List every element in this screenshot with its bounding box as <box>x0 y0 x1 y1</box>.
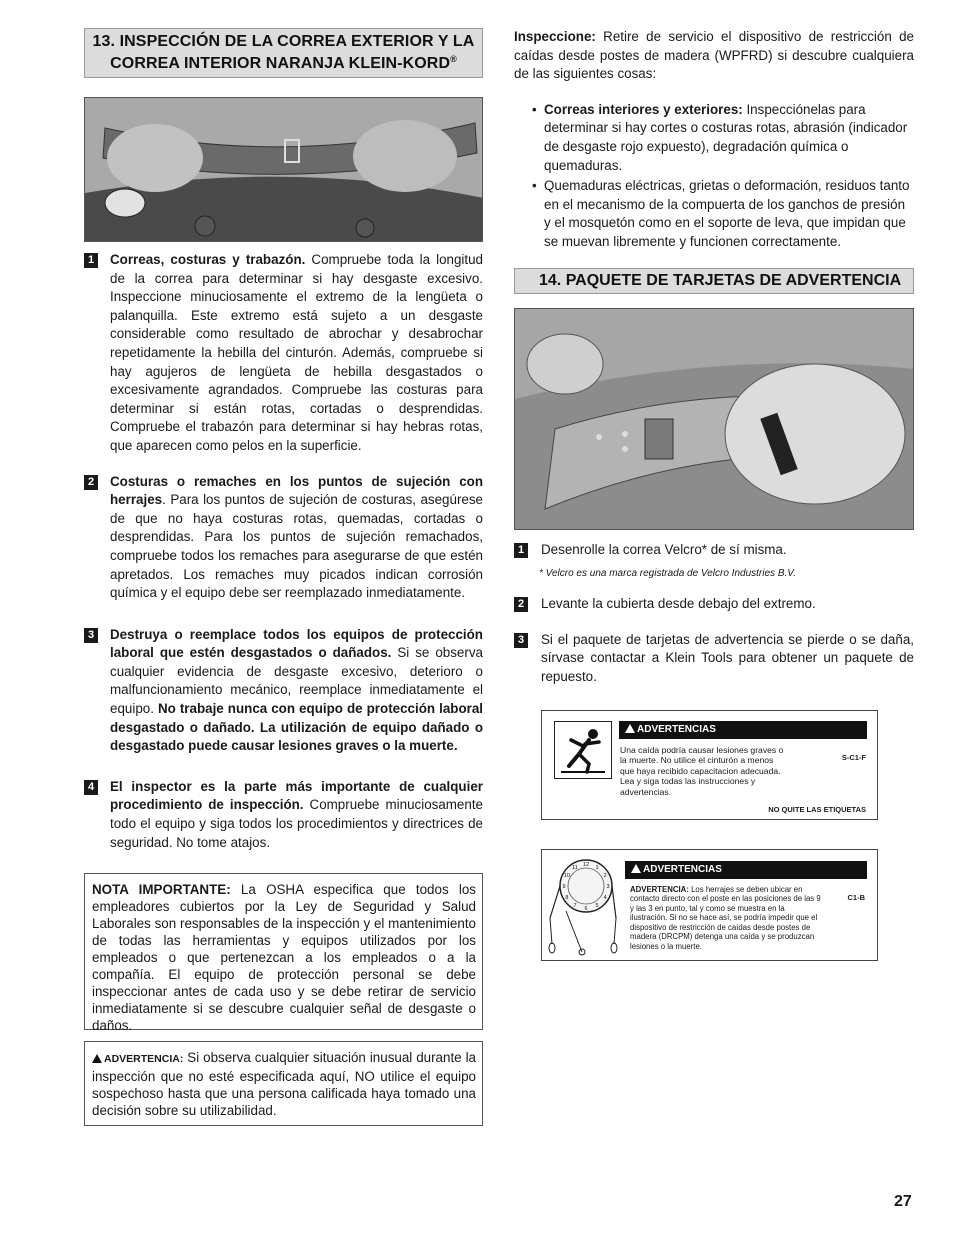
right-column <box>514 28 914 961</box>
warning-triangle-icon <box>631 864 641 873</box>
right-step-1: 1 Desenrolle la correa Velcro* de sí misma. <box>514 541 914 560</box>
left-column <box>84 28 483 1126</box>
warning-box: ADVERTENCIA: Si observa cualquier situación inusual durante la inspección que no esté especificada aquí, NO utilice el equipo sospechoso hasta que una persona calificada haya tomado una decisión sobre su utilizabilidad. <box>84 1041 483 1126</box>
bullet-burns: • Quemaduras eléctricas, grietas o deformación, residuos tanto en el mecanismo de la compuerta de los ganchos de presión y el mosquetón como en el soporte de leva, que impidan que se muevan libremente y funcionen correctamente. <box>532 177 914 251</box>
belt-inspection-photo <box>84 97 483 242</box>
clock-numeral: 4 <box>603 894 607 901</box>
warning-tag-packet-photo <box>514 308 914 530</box>
left-step-2: 2 Costuras o remaches en los puntos de sujeción con herrajes. Para los puntos de sujeción de costuras, asegúrese de que no haya costuras rotas, quemadas, cortadas o desprendidas. Para los puntos de sujeción remachados, compruebe todos los remaches para asegurarse de que estén apretados. Los remaches muy picados indican corrosión química y el equipo debe ser reemplazado inmediatamente. <box>84 473 483 603</box>
important-note-box: NOTA IMPORTANTE: La OSHA especifica que todos los empleadores cubiertos por la Ley de Seguridad y Salud Laborales son responsables de la inspección y el mantenimiento de todas las herramientas y equipos utilizados por los empleados o que pertenezcan a los empleados o a la compañía. El equipo de protección personal se debe inspeccionar antes de cada uso y se debe retirar de servicio inmediatamente si se descubre cualquier señal de desgaste o daños. <box>84 873 483 1030</box>
step-number: 1 <box>84 253 98 268</box>
clock-numeral: 10 <box>563 872 570 879</box>
label-footer: NO QUITE LAS ETIQUETAS <box>768 804 866 814</box>
clock-numeral: 7 <box>573 902 577 909</box>
bullet-straps: • Correas interiores y exteriores: Inspecciónelas para determinar si hay cortes o costuras rotas, abrasión (indicador de desgaste rojo expuesto), degradación química o quemaduras. <box>532 101 914 175</box>
falling-person-icon <box>554 721 612 779</box>
page-number: 27 <box>894 1193 912 1210</box>
warning-label-hardware <box>541 849 878 961</box>
registered-mark: ® <box>450 54 457 64</box>
left-step-1: 1 Correas, costuras y trabazón. Compruebe toda la longitud de la correa para determinar si hay desgaste excesivo. Inspeccione minuciosamente el extremo de la lengüeta o palanquilla. Este extremo está sujeto a un desgaste considerable como resultado de abrochar y desabrochar repetidamente la hebilla del cinturón. Además, compruebe si hay agujeros de lengüeta de hebilla desgastados o excesivamente agrandados. Compruebe las costuras para determinar si están rotas, cortadas o desprendidas. Compruebe el trabazón para determinar si hay hebras rotas, que aparecen como pelos en la superficie. <box>84 251 483 456</box>
step-number: 4 <box>84 780 98 795</box>
clock-numeral: 1 <box>595 864 599 871</box>
label-code: C1-B <box>847 892 865 902</box>
left-step-3: 3 Destruya o reemplace todos los equipos de protección laboral que estén desgastados o dañados. Si se observa cualquier evidencia de desgaste excesivo, deterioro o malfuncionamiento mecánico, reemplace inmediatamente el equipo. No trabaje nunca con equipo de protección laboral desgastado o dañado. La utilización de equipo dañado o desgastado puede causar lesiones graves o la muerte. <box>84 626 483 756</box>
label-warning-text: ADVERTENCIA: Los herrajes se deben ubicar en contacto directo con el poste en las posiciones de las 9 y las 3 en punto, tal y como se muestra en la ilustración. Si no se hace así, se podría impedir que el dispositivo de restricción de caídas desde postes de madera (DRCPM) detenga una caída y se produzcan lesiones o la muerte. <box>630 884 821 951</box>
belt-photo-illustration <box>85 98 483 242</box>
clock-numeral: 3 <box>606 883 610 890</box>
warning-triangle-icon <box>625 724 635 733</box>
clock-numeral: 5 <box>595 902 599 909</box>
inspection-bullets <box>514 101 914 252</box>
velcro-footnote: * Velcro es una marca registrada de Velcro Industries B.V. <box>539 568 796 580</box>
inspect-intro: Inspeccione: Retire de servicio el dispositivo de restricción de caídas desde postes de madera (WPFRD) si descubre cualquiera de las siguientes cosas: <box>514 29 914 82</box>
label-warning-text: Una caída podría causar lesiones graves o la muerte. No utilice el cinturón a menos que haya recibido capacitacion adecuada. Lea y siga todas las instrucciones y advertencias. <box>620 744 784 797</box>
clock-numeral: 9 <box>562 883 566 890</box>
clock-numeral: 2 <box>603 872 607 879</box>
step-number: 3 <box>514 633 528 648</box>
label-code: S-C1-F <box>841 752 866 762</box>
right-step-2: 2 Levante la cubierta desde debajo del extremo. <box>514 595 914 614</box>
step-number: 2 <box>514 597 528 612</box>
step-number: 3 <box>84 628 98 643</box>
right-step-3: 3 Si el paquete de tarjetas de advertencia se pierde o se daña, sírvase contactar a Klein Tools para obtener un paquete de repuesto. <box>514 631 914 687</box>
step-number: 2 <box>84 475 98 490</box>
clock-numeral: 12 <box>582 861 590 868</box>
step-number: 1 <box>514 543 528 558</box>
warning-label-fall <box>541 710 878 820</box>
clock-numeral: 8 <box>565 894 569 901</box>
left-step-4: 4 El inspector es la parte más importante de cualquier procedimiento de inspección. Compruebe minuciosamente todo el equipo y siga todos los procedimientos y directrices de seguridad. No tome atajos. <box>84 778 483 852</box>
pole-clock-diagram-icon <box>546 856 624 956</box>
label-header-bar: ADVERTENCIAS <box>619 721 867 739</box>
clock-numeral: 11 <box>572 864 578 871</box>
label-header-bar: ADVERTENCIAS <box>625 861 867 879</box>
section-14-heading: 14. PAQUETE DE TARJETAS DE ADVERTENCIA <box>514 268 914 294</box>
section-13-heading: 13. INSPECCIÓN DE LA CORREA EXTERIOR Y LA CORREA INTERIOR NARANJA KLEIN-KORD® <box>84 28 483 78</box>
clock-numeral: 6 <box>584 905 588 912</box>
warning-triangle-icon <box>92 1054 102 1063</box>
tag-packet-photo-illustration <box>515 309 914 530</box>
